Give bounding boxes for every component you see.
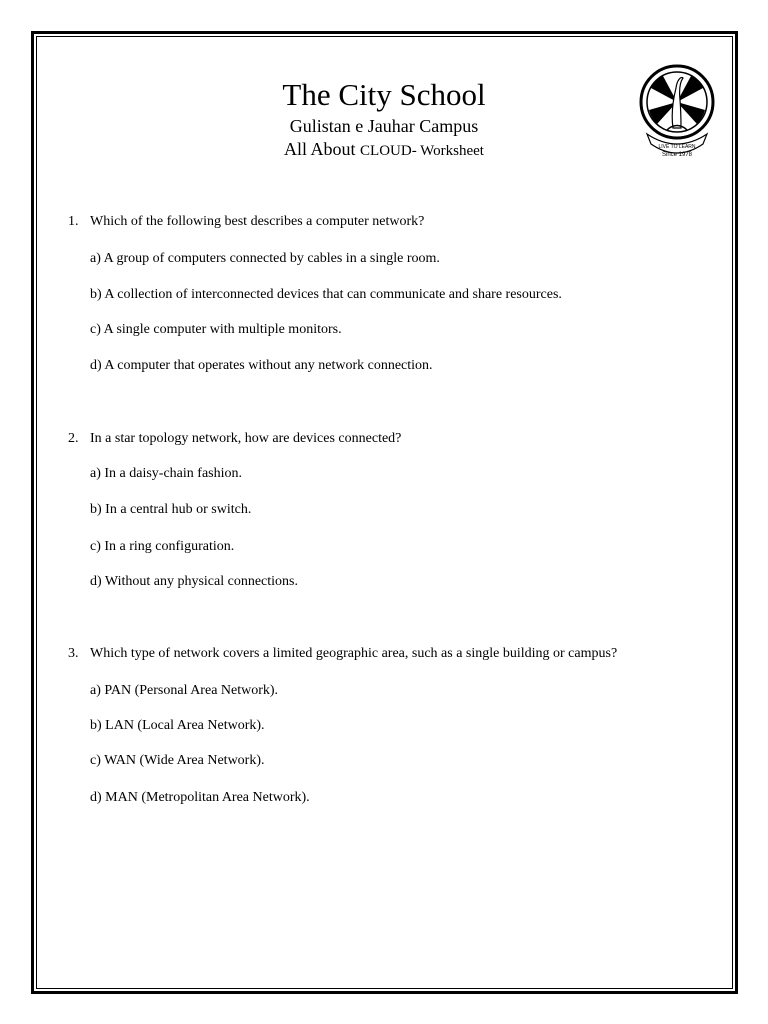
option-1c: c) A single computer with multiple monitors. xyxy=(90,322,342,337)
option-1b: b) A collection of interconnected devices that can communicate and share resources. xyxy=(90,287,562,302)
logo-motto: LIVE TO LEARN xyxy=(658,144,696,150)
option-2a: a) In a daisy-chain fashion. xyxy=(90,466,242,481)
question-text: In a star topology network, how are devices connected? xyxy=(90,431,402,446)
question-number: 2. xyxy=(68,431,79,446)
option-3b: b) LAN (Local Area Network). xyxy=(90,718,265,733)
option-2d: d) Without any physical connections. xyxy=(90,574,298,589)
campus-subtitle: Gulistan e Jauhar Campus xyxy=(289,116,479,136)
option-3a: a) PAN (Personal Area Network). xyxy=(90,683,279,698)
logo-since-text: Since 1978 xyxy=(661,152,693,158)
worksheet-title-topic: CLOUD- Worksheet xyxy=(360,143,484,159)
option-2b: b) In a central hub or switch. xyxy=(90,502,252,517)
question-number: 1. xyxy=(68,214,79,229)
option-1a: a) A group of computers connected by cables in a single room. xyxy=(90,251,440,266)
question-text: Which of the following best describes a computer network? xyxy=(90,214,425,229)
option-2c: c) In a ring configuration. xyxy=(90,539,235,554)
worksheet-title-prefix: All About xyxy=(284,139,356,159)
school-logo xyxy=(637,64,717,164)
option-1d: d) A computer that operates without any network connection. xyxy=(90,358,433,373)
option-3d: d) MAN (Metropolitan Area Network). xyxy=(90,790,310,805)
question-text: Which type of network covers a limited geographic area, such as a single building or campus? xyxy=(90,646,618,661)
question-number: 3. xyxy=(68,646,79,661)
school-title: The City School xyxy=(282,77,486,112)
option-3c: c) WAN (Wide Area Network). xyxy=(90,753,265,768)
